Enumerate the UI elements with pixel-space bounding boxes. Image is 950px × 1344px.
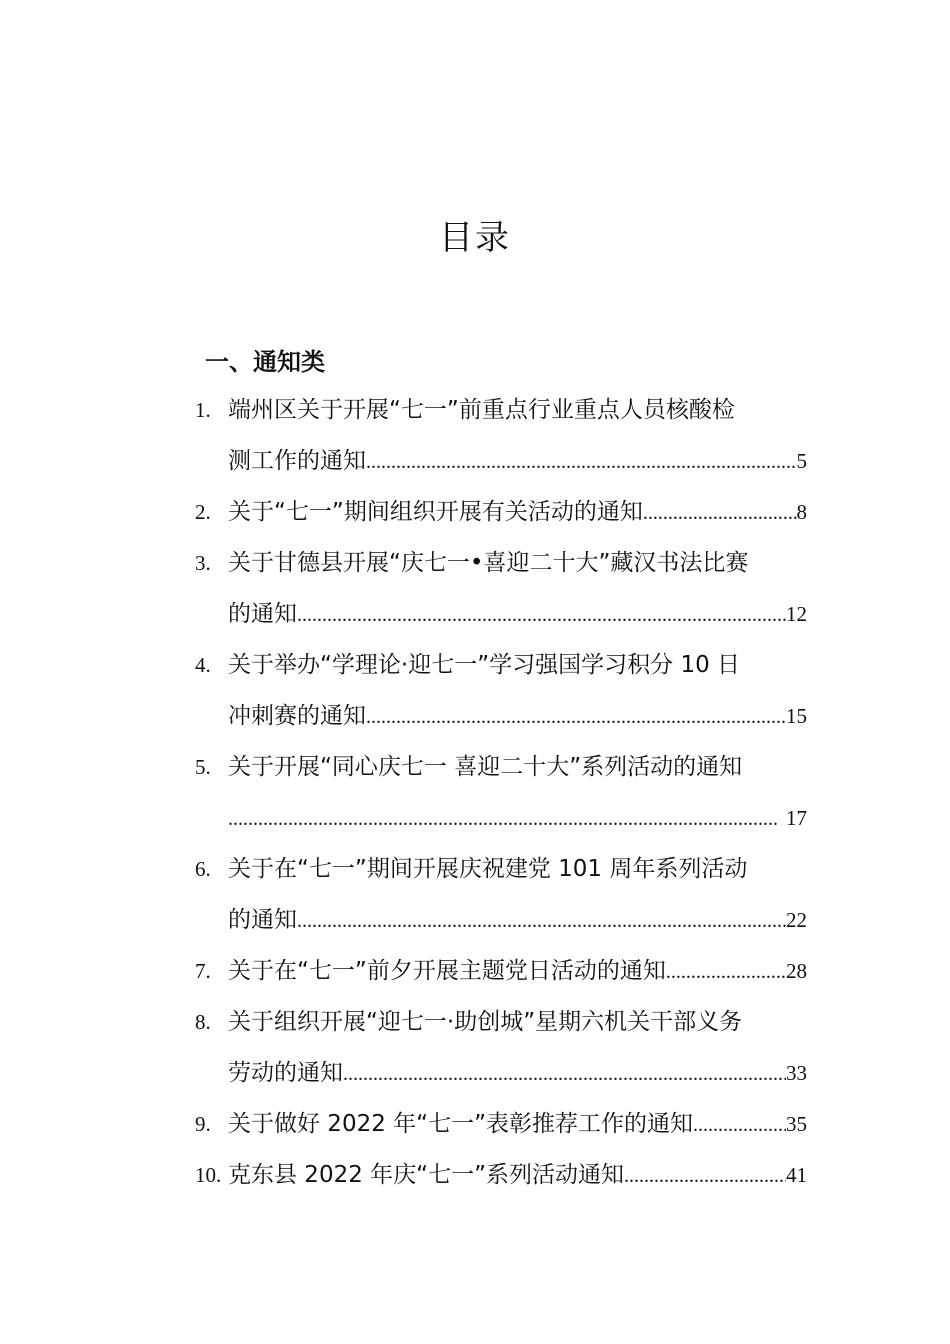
toc-entry-6 — [195, 844, 807, 895]
toc-entry-9 — [195, 1099, 807, 1150]
toc-entry-number: 4. — [195, 653, 211, 677]
dot-leader — [343, 1049, 786, 1100]
dot-leader — [624, 1151, 786, 1202]
toc-entry-title: 关于组织开展“迎七一·助创城”星期六机关干部义务 — [228, 1009, 743, 1035]
toc-page-number: 35 — [786, 1112, 807, 1136]
toc-entry-number: 8. — [195, 1010, 211, 1034]
toc-entry-3 — [195, 538, 807, 589]
toc-page-number: 12 — [786, 602, 807, 626]
toc-entry-5-cont — [195, 793, 807, 844]
toc-page-number: 17 — [786, 806, 807, 830]
toc-entry-number: 9. — [195, 1112, 211, 1136]
dot-leader — [297, 896, 786, 947]
toc-entry-3-cont — [195, 589, 807, 640]
toc-entry-title-cont: 的通知 — [228, 907, 297, 933]
toc-entry-1 — [195, 385, 807, 436]
toc-entry-title-cont: 劳动的通知 — [228, 1060, 343, 1086]
toc-entry-number: 1. — [195, 398, 211, 422]
toc-entry-10 — [195, 1150, 807, 1201]
toc-page-number: 28 — [786, 959, 807, 983]
toc-entry-8 — [195, 997, 807, 1048]
toc-entry-4-cont — [195, 691, 807, 742]
dot-leader — [366, 692, 786, 743]
toc-entry-title-cont: 测工作的通知 — [228, 448, 366, 474]
dot-leader — [366, 437, 797, 488]
toc-page-number: 8 — [796, 500, 807, 524]
dot-leader — [643, 488, 797, 539]
toc-entry-6-cont — [195, 895, 807, 946]
toc-entry-title-cont: 的通知 — [228, 601, 297, 627]
dot-leader — [228, 794, 778, 845]
toc-entry-number: 3. — [195, 551, 211, 575]
toc-entry-1-cont — [195, 436, 807, 487]
section-heading: 一、通知类 — [205, 348, 325, 376]
toc-entry-title: 关于甘德县开展“庆七一•喜迎二十大”藏汉书法比赛 — [228, 550, 749, 576]
toc-entry-5 — [195, 742, 807, 793]
page-title: 目录 — [439, 218, 511, 258]
toc-entry-8-cont — [195, 1048, 807, 1099]
dot-leader — [297, 590, 786, 641]
toc-entry-title: 关于做好 2022 年“七一”表彰推荐工作的通知 — [228, 1111, 693, 1137]
toc-entry-title: 克东县 2022 年庆“七一”系列活动通知 — [228, 1162, 624, 1188]
toc-entry-title: 关于“七一”期间组织开展有关活动的通知 — [228, 499, 643, 525]
toc-entry-2 — [195, 487, 807, 538]
toc-entry-title: 关于开展“同心庆七一 喜迎二十大”系列活动的通知 — [228, 754, 743, 780]
toc-entry-title-cont: 冲刺赛的通知 — [228, 703, 366, 729]
toc-entry-number: 6. — [195, 857, 211, 881]
toc-page-number: 22 — [786, 908, 807, 932]
toc-entry-title: 关于举办“学理论·迎七一”学习强国学习积分 10 日 — [228, 652, 741, 678]
toc-page-number: 33 — [786, 1061, 807, 1085]
toc-entry-number: 2. — [195, 500, 211, 524]
toc-page-number: 41 — [786, 1163, 807, 1187]
toc-entry-title: 关于在“七一”期间开展庆祝建党 101 周年系列活动 — [228, 856, 748, 882]
dot-leader — [693, 1100, 786, 1151]
dot-leader — [666, 947, 786, 998]
toc-entry-number: 5. — [195, 755, 211, 779]
toc-entry-number: 10. — [195, 1163, 222, 1187]
toc-page-number: 5 — [796, 449, 807, 473]
toc-entry-4 — [195, 640, 807, 691]
toc-entry-7 — [195, 946, 807, 997]
toc-page-number: 15 — [786, 704, 807, 728]
toc-entry-title: 端州区关于开展“七一”前重点行业重点人员核酸检 — [228, 397, 735, 423]
toc-entry-title: 关于在“七一”前夕开展主题党日活动的通知 — [228, 958, 666, 984]
table-of-contents — [195, 385, 807, 1201]
toc-entry-number: 7. — [195, 959, 211, 983]
